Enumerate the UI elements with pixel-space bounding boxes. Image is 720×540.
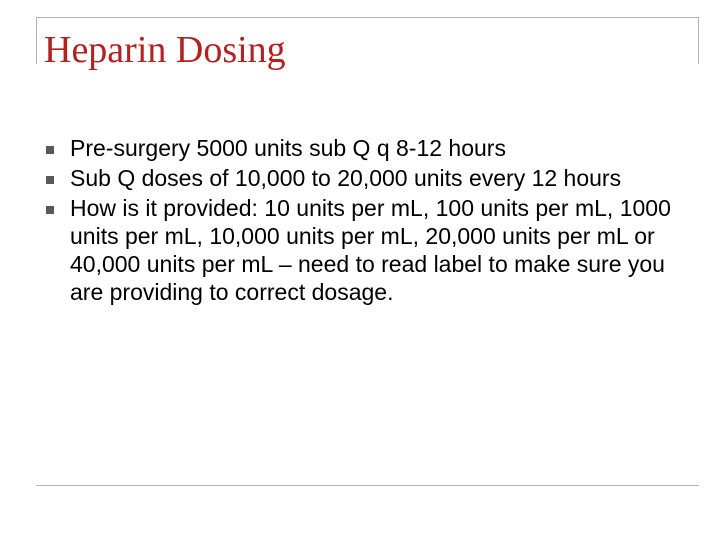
- frame-right-line: [698, 17, 699, 64]
- bullet-item: [44, 164, 684, 192]
- bullet-item: [44, 194, 684, 306]
- square-bullet-icon: [46, 206, 54, 214]
- bullet-text: How is it provided: 10 units per mL, 100 units per mL, 1000 units per mL, 10,000 units per mL, 20,000 units per mL or 40,000 units per mL – need to read label to make sure you are providing to correct dosage.: [70, 195, 671, 305]
- bullet-text: Sub Q doses of 10,000 to 20,000 units every 12 hours: [70, 165, 622, 191]
- square-bullet-icon: [46, 146, 54, 154]
- bullet-list: [44, 134, 684, 308]
- bullet-text: Pre-surgery 5000 units sub Q q 8-12 hours: [70, 135, 506, 161]
- bullet-item: [44, 134, 684, 162]
- frame-left-line: [36, 17, 37, 64]
- square-bullet-icon: [46, 176, 54, 184]
- slide-title: Heparin Dosing: [44, 29, 286, 71]
- frame-top-line: [36, 17, 699, 18]
- frame-bottom-line: [36, 485, 699, 486]
